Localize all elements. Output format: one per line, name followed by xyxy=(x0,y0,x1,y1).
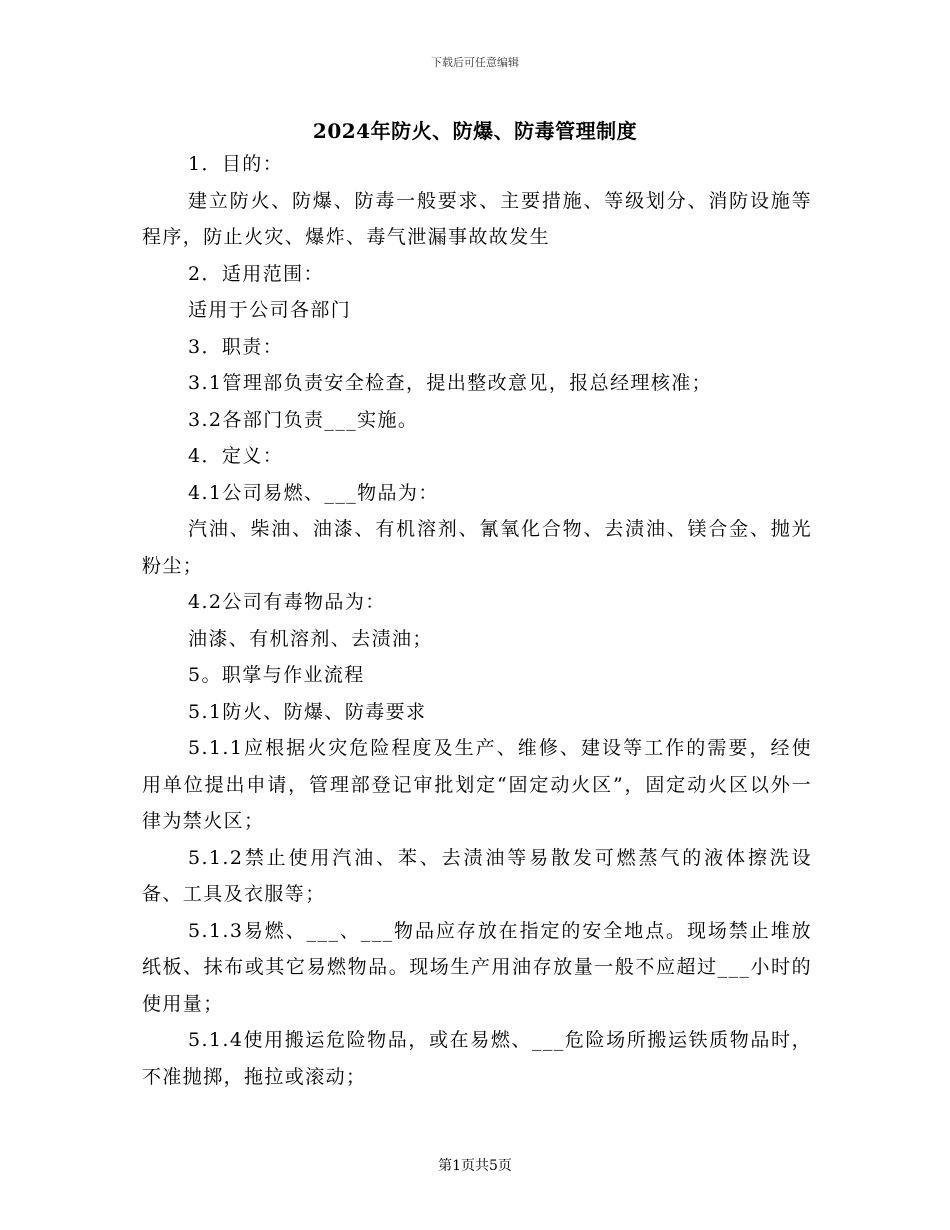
paragraph-5-1-4: 5.1.4使用搬运危险物品，或在易燃、___危险场所搬运铁质物品时，不准抛掷，拖拉或滚动； xyxy=(142,1029,812,1088)
paragraph-toxic-list: 油漆、有机溶剂、去渍油； xyxy=(188,627,433,650)
paragraph-def-4-2: 4.2公司有毒物品为： xyxy=(188,591,386,613)
paragraph-5-1: 5.1防火、防爆、防毒要求 xyxy=(188,700,427,723)
page-number-footer: 第1页共5页 xyxy=(438,1158,512,1174)
section-heading-purpose: 1．目的： xyxy=(188,153,284,175)
document-body xyxy=(142,146,812,1095)
paragraph-flammable-list: 汽油、柴油、油漆、有机溶剂、氰氧化合物、去渍油、镁合金、抛光粉尘； xyxy=(142,518,812,577)
paragraph-def-4-1: 4.1公司易燃、___物品为： xyxy=(188,481,439,504)
section-heading-duties: 3．职责： xyxy=(188,335,284,358)
page-header-note: 下载后可任意编辑 xyxy=(431,56,519,69)
paragraph-purpose: 建立防火、防爆、防毒一般要求、主要措施、等级划分、消防设施等程序，防止火灾、爆炸、毒气泄漏事故故发生 xyxy=(142,189,812,248)
paragraph-5-1-1: 5.1.1应根据火灾危险程度及生产、维修、建设等工作的需要，经使用单位提出申请，管理部登记审批划定“固定动火区”，固定动火区以外一律为禁火区； xyxy=(142,737,812,832)
section-heading-definitions: 4．定义： xyxy=(188,445,284,467)
section-heading-scope: 2．适用范围： xyxy=(188,262,324,285)
paragraph-scope: 适用于公司各部门 xyxy=(188,299,352,321)
paragraph-duty-3-2: 3.2各部门负责___实施。 xyxy=(188,408,419,431)
paragraph-5-1-2: 5.1.2禁止使用汽油、苯、去渍油等易散发可燃蒸气的液体擦洗设备、工具及衣服等； xyxy=(142,846,812,905)
paragraph-duty-3-1: 3.1管理部负责安全检查，提出整改意见，报总经理核准； xyxy=(188,372,713,394)
document-title: 2024年防火、防爆、防毒管理制度 xyxy=(312,119,638,143)
paragraph-5-1-3: 5.1.3易燃、___、___物品应存放在指定的安全地点。现场禁止堆放纸板、抹布或其它易燃物品。现场生产用油存放量一般不应超过___小时的使用量； xyxy=(142,919,812,1015)
section-heading-procedures: 5。职掌与作业流程 xyxy=(188,664,365,686)
